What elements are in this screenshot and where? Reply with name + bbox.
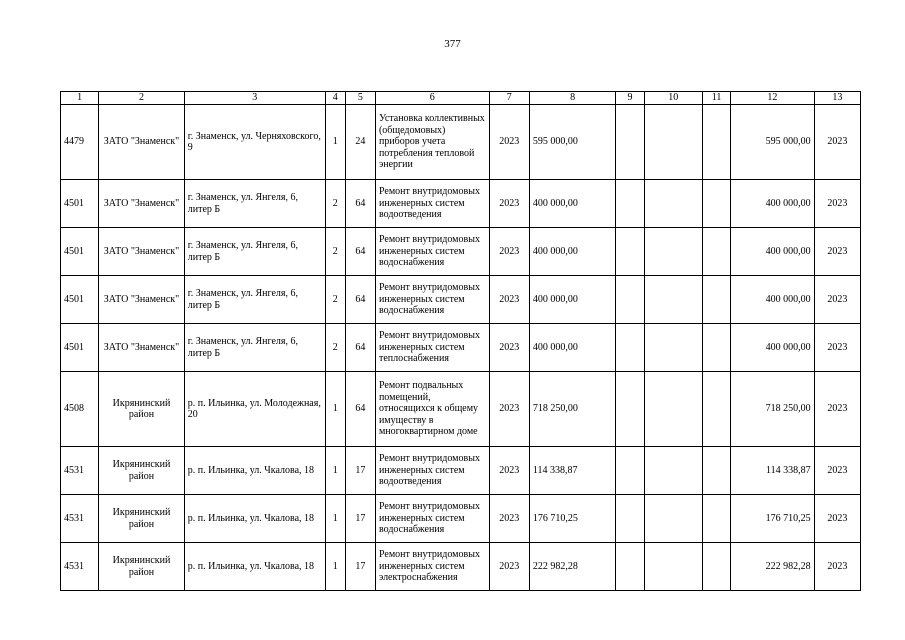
column-header-8: 8 [529,92,616,105]
total-cost: 400 000,00 [529,324,616,372]
col-5-value: 64 [345,372,375,447]
work-type: Ремонт внутридомовых инженерных систем электроснабжения [375,543,489,591]
municipality: Икрянинский район [99,372,185,447]
total-cost: 400 000,00 [529,228,616,276]
year: 2023 [489,543,529,591]
page-number: 377 [444,38,461,50]
work-type: Ремонт внутридомовых инженерных систем теплоснабжения [375,324,489,372]
col-10-value [644,495,702,543]
col-10-value [644,180,702,228]
year: 2023 [489,180,529,228]
col-5-value: 17 [345,543,375,591]
col-9-value [616,180,644,228]
municipality: ЗАТО "Знаменск" [99,180,185,228]
year: 2023 [489,105,529,180]
table-row [61,447,861,495]
col-12-value: 595 000,00 [731,105,815,180]
col-11-value [702,543,730,591]
total-cost: 718 250,00 [529,372,616,447]
col-4-value: 2 [325,324,345,372]
col-9-value [616,105,644,180]
header-row [61,92,861,105]
col-9-value [616,228,644,276]
col-9-value [616,543,644,591]
work-type: Ремонт внутридомовых инженерных систем водоснабжения [375,228,489,276]
col-11-value [702,324,730,372]
column-header-1: 1 [61,92,99,105]
column-header-13: 13 [814,92,860,105]
object-id: 4508 [61,372,99,447]
table-row [61,324,861,372]
col-13-value: 2023 [814,228,860,276]
year: 2023 [489,276,529,324]
col-9-value [616,372,644,447]
col-11-value [702,447,730,495]
col-12-value: 400 000,00 [731,180,815,228]
col-12-value: 718 250,00 [731,372,815,447]
column-header-4: 4 [325,92,345,105]
col-9-value [616,324,644,372]
col-9-value [616,276,644,324]
col-12-value: 222 982,28 [731,543,815,591]
col-9-value [616,447,644,495]
col-10-value [644,447,702,495]
table-row [61,228,861,276]
column-header-7: 7 [489,92,529,105]
column-header-11: 11 [702,92,730,105]
col-12-value: 176 710,25 [731,495,815,543]
col-13-value: 2023 [814,372,860,447]
object-id: 4479 [61,105,99,180]
municipality: Икрянинский район [99,495,185,543]
total-cost: 595 000,00 [529,105,616,180]
col-5-value: 17 [345,447,375,495]
address: р. п. Ильинка, ул. Молодежная, 20 [184,372,325,447]
col-13-value: 2023 [814,105,860,180]
col-5-value: 24 [345,105,375,180]
total-cost: 176 710,25 [529,495,616,543]
address: г. Знаменск, ул. Янгеля, 6, литер Б [184,324,325,372]
col-13-value: 2023 [814,447,860,495]
col-13-value: 2023 [814,180,860,228]
work-type: Установка коллективных (общедомовых) приборов учета потребления тепловой энергии [375,105,489,180]
column-header-3: 3 [184,92,325,105]
column-header-10: 10 [644,92,702,105]
col-12-value: 114 338,87 [731,447,815,495]
col-13-value: 2023 [814,495,860,543]
col-4-value: 2 [325,276,345,324]
col-11-value [702,276,730,324]
address: г. Знаменск, ул. Янгеля, 6, литер Б [184,180,325,228]
col-5-value: 64 [345,180,375,228]
col-10-value [644,228,702,276]
year: 2023 [489,324,529,372]
col-4-value: 1 [325,105,345,180]
table-row [61,180,861,228]
col-11-value [702,105,730,180]
work-type: Ремонт внутридомовых инженерных систем водоснабжения [375,276,489,324]
year: 2023 [489,372,529,447]
col-13-value: 2023 [814,543,860,591]
object-id: 4531 [61,447,99,495]
municipality: ЗАТО "Знаменск" [99,276,185,324]
col-4-value: 1 [325,372,345,447]
municipality: ЗАТО "Знаменск" [99,228,185,276]
year: 2023 [489,228,529,276]
municipality: Икрянинский район [99,447,185,495]
col-4-value: 1 [325,495,345,543]
year: 2023 [489,495,529,543]
col-4-value: 2 [325,228,345,276]
col-13-value: 2023 [814,276,860,324]
col-5-value: 64 [345,228,375,276]
work-type: Ремонт внутридомовых инженерных систем водоотведения [375,180,489,228]
col-12-value: 400 000,00 [731,324,815,372]
address: р. п. Ильинка, ул. Чкалова, 18 [184,495,325,543]
col-12-value: 400 000,00 [731,276,815,324]
object-id: 4501 [61,276,99,324]
year: 2023 [489,447,529,495]
col-5-value: 64 [345,276,375,324]
col-4-value: 1 [325,543,345,591]
table-row [61,543,861,591]
total-cost: 400 000,00 [529,276,616,324]
col-9-value [616,495,644,543]
table-row [61,276,861,324]
object-id: 4501 [61,228,99,276]
object-id: 4531 [61,495,99,543]
address: р. п. Ильинка, ул. Чкалова, 18 [184,447,325,495]
col-11-value [702,228,730,276]
column-header-6: 6 [375,92,489,105]
column-header-2: 2 [99,92,185,105]
col-4-value: 1 [325,447,345,495]
address: г. Знаменск, ул. Янгеля, 6, литер Б [184,228,325,276]
total-cost: 222 982,28 [529,543,616,591]
col-10-value [644,276,702,324]
col-11-value [702,180,730,228]
table-row [61,105,861,180]
total-cost: 114 338,87 [529,447,616,495]
work-type: Ремонт внутридомовых инженерных систем водоснабжения [375,495,489,543]
col-11-value [702,372,730,447]
work-type: Ремонт внутридомовых инженерных систем водоотведения [375,447,489,495]
col-5-value: 17 [345,495,375,543]
col-13-value: 2023 [814,324,860,372]
municipality: Икрянинский район [99,543,185,591]
object-id: 4501 [61,180,99,228]
object-id: 4531 [61,543,99,591]
col-10-value [644,324,702,372]
object-id: 4501 [61,324,99,372]
col-4-value: 2 [325,180,345,228]
works-table [60,91,861,591]
col-12-value: 400 000,00 [731,228,815,276]
table-header [61,92,861,105]
work-type: Ремонт подвальных помещений, относящихся к общему имуществу в многоквартирном доме [375,372,489,447]
column-header-9: 9 [616,92,644,105]
address: р. п. Ильинка, ул. Чкалова, 18 [184,543,325,591]
municipality: ЗАТО "Знаменск" [99,324,185,372]
address: г. Знаменск, ул. Янгеля, 6, литер Б [184,276,325,324]
col-10-value [644,105,702,180]
total-cost: 400 000,00 [529,180,616,228]
column-header-5: 5 [345,92,375,105]
column-header-12: 12 [731,92,815,105]
col-5-value: 64 [345,324,375,372]
col-10-value [644,543,702,591]
table-row [61,495,861,543]
col-10-value [644,372,702,447]
table-row [61,372,861,447]
address: г. Знаменск, ул. Черняховского, 9 [184,105,325,180]
col-11-value [702,495,730,543]
municipality: ЗАТО "Знаменск" [99,105,185,180]
